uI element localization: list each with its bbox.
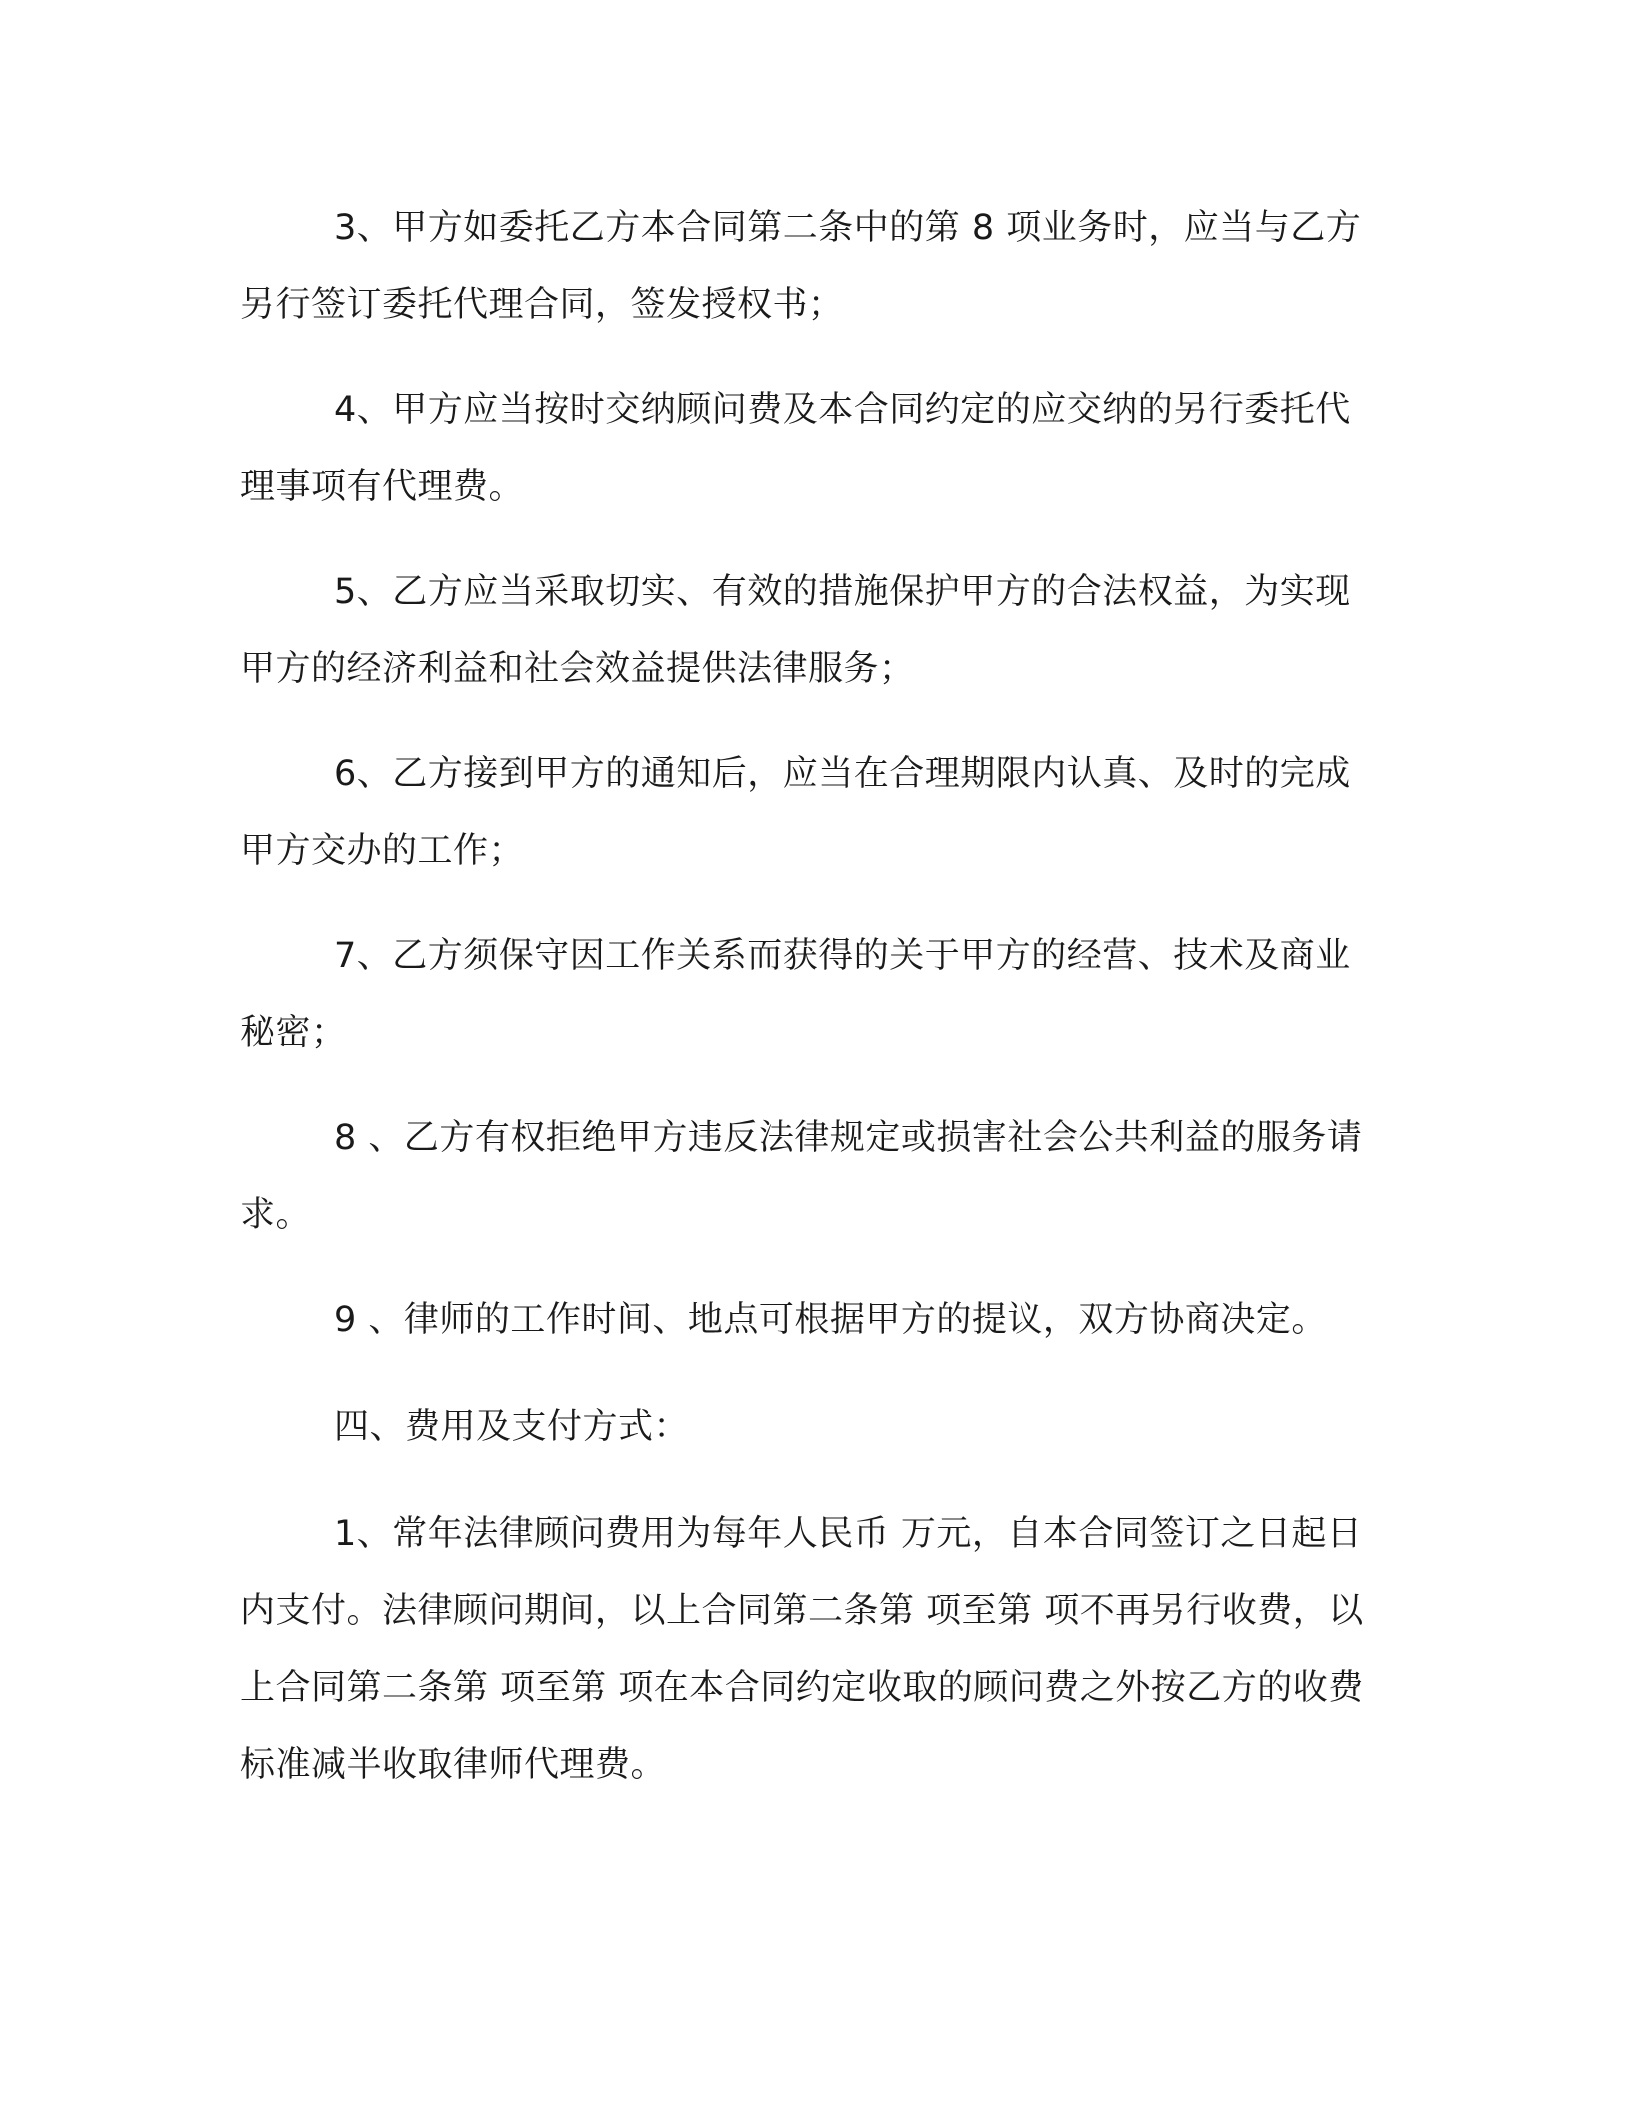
document-body: [240, 190, 1372, 1804]
paragraph-clause-4: 4、甲方应当按时交纳顾问费及本合同约定的应交纳的另行委托代理事项有代理费。: [240, 390, 1351, 507]
section-heading-fees: 四、费用及支付方式：: [334, 1407, 690, 1447]
paragraph-clause-3: 3、甲方如委托乙方本合同第二条中的第 8 项业务时，应当与乙方另行签订委托代理合同，签发授权书；: [240, 208, 1362, 325]
paragraph-clause-9: 9 、律师的工作时间、地点可根据甲方的提议，双方协商决定。: [334, 1300, 1327, 1340]
paragraph-clause-5: 5、乙方应当采取切实、有效的措施保护甲方的合法权益，为实现甲方的经济利益和社会效益提供法律服务；: [240, 572, 1351, 689]
paragraph-clause-7: 7、乙方须保守因工作关系而获得的关于甲方的经营、技术及商业秘密；: [240, 936, 1351, 1053]
paragraph-fees-clause-1: 1、常年法律顾问费用为每年人民币 万元，自本合同签订之日起日内支付。法律顾问期间，以上合同第二条第 项至第 项不再另行收费，以上合同第二条第 项至第 项在本合同约定收取的顾问费之外按乙方的收费标准减半收取律师代理费。: [240, 1514, 1364, 1785]
paragraph-clause-8: 8 、乙方有权拒绝甲方违反法律规定或损害社会公共利益的服务请求。: [240, 1118, 1363, 1235]
paragraph-clause-6: 6、乙方接到甲方的通知后，应当在合理期限内认真、及时的完成甲方交办的工作；: [240, 754, 1351, 871]
